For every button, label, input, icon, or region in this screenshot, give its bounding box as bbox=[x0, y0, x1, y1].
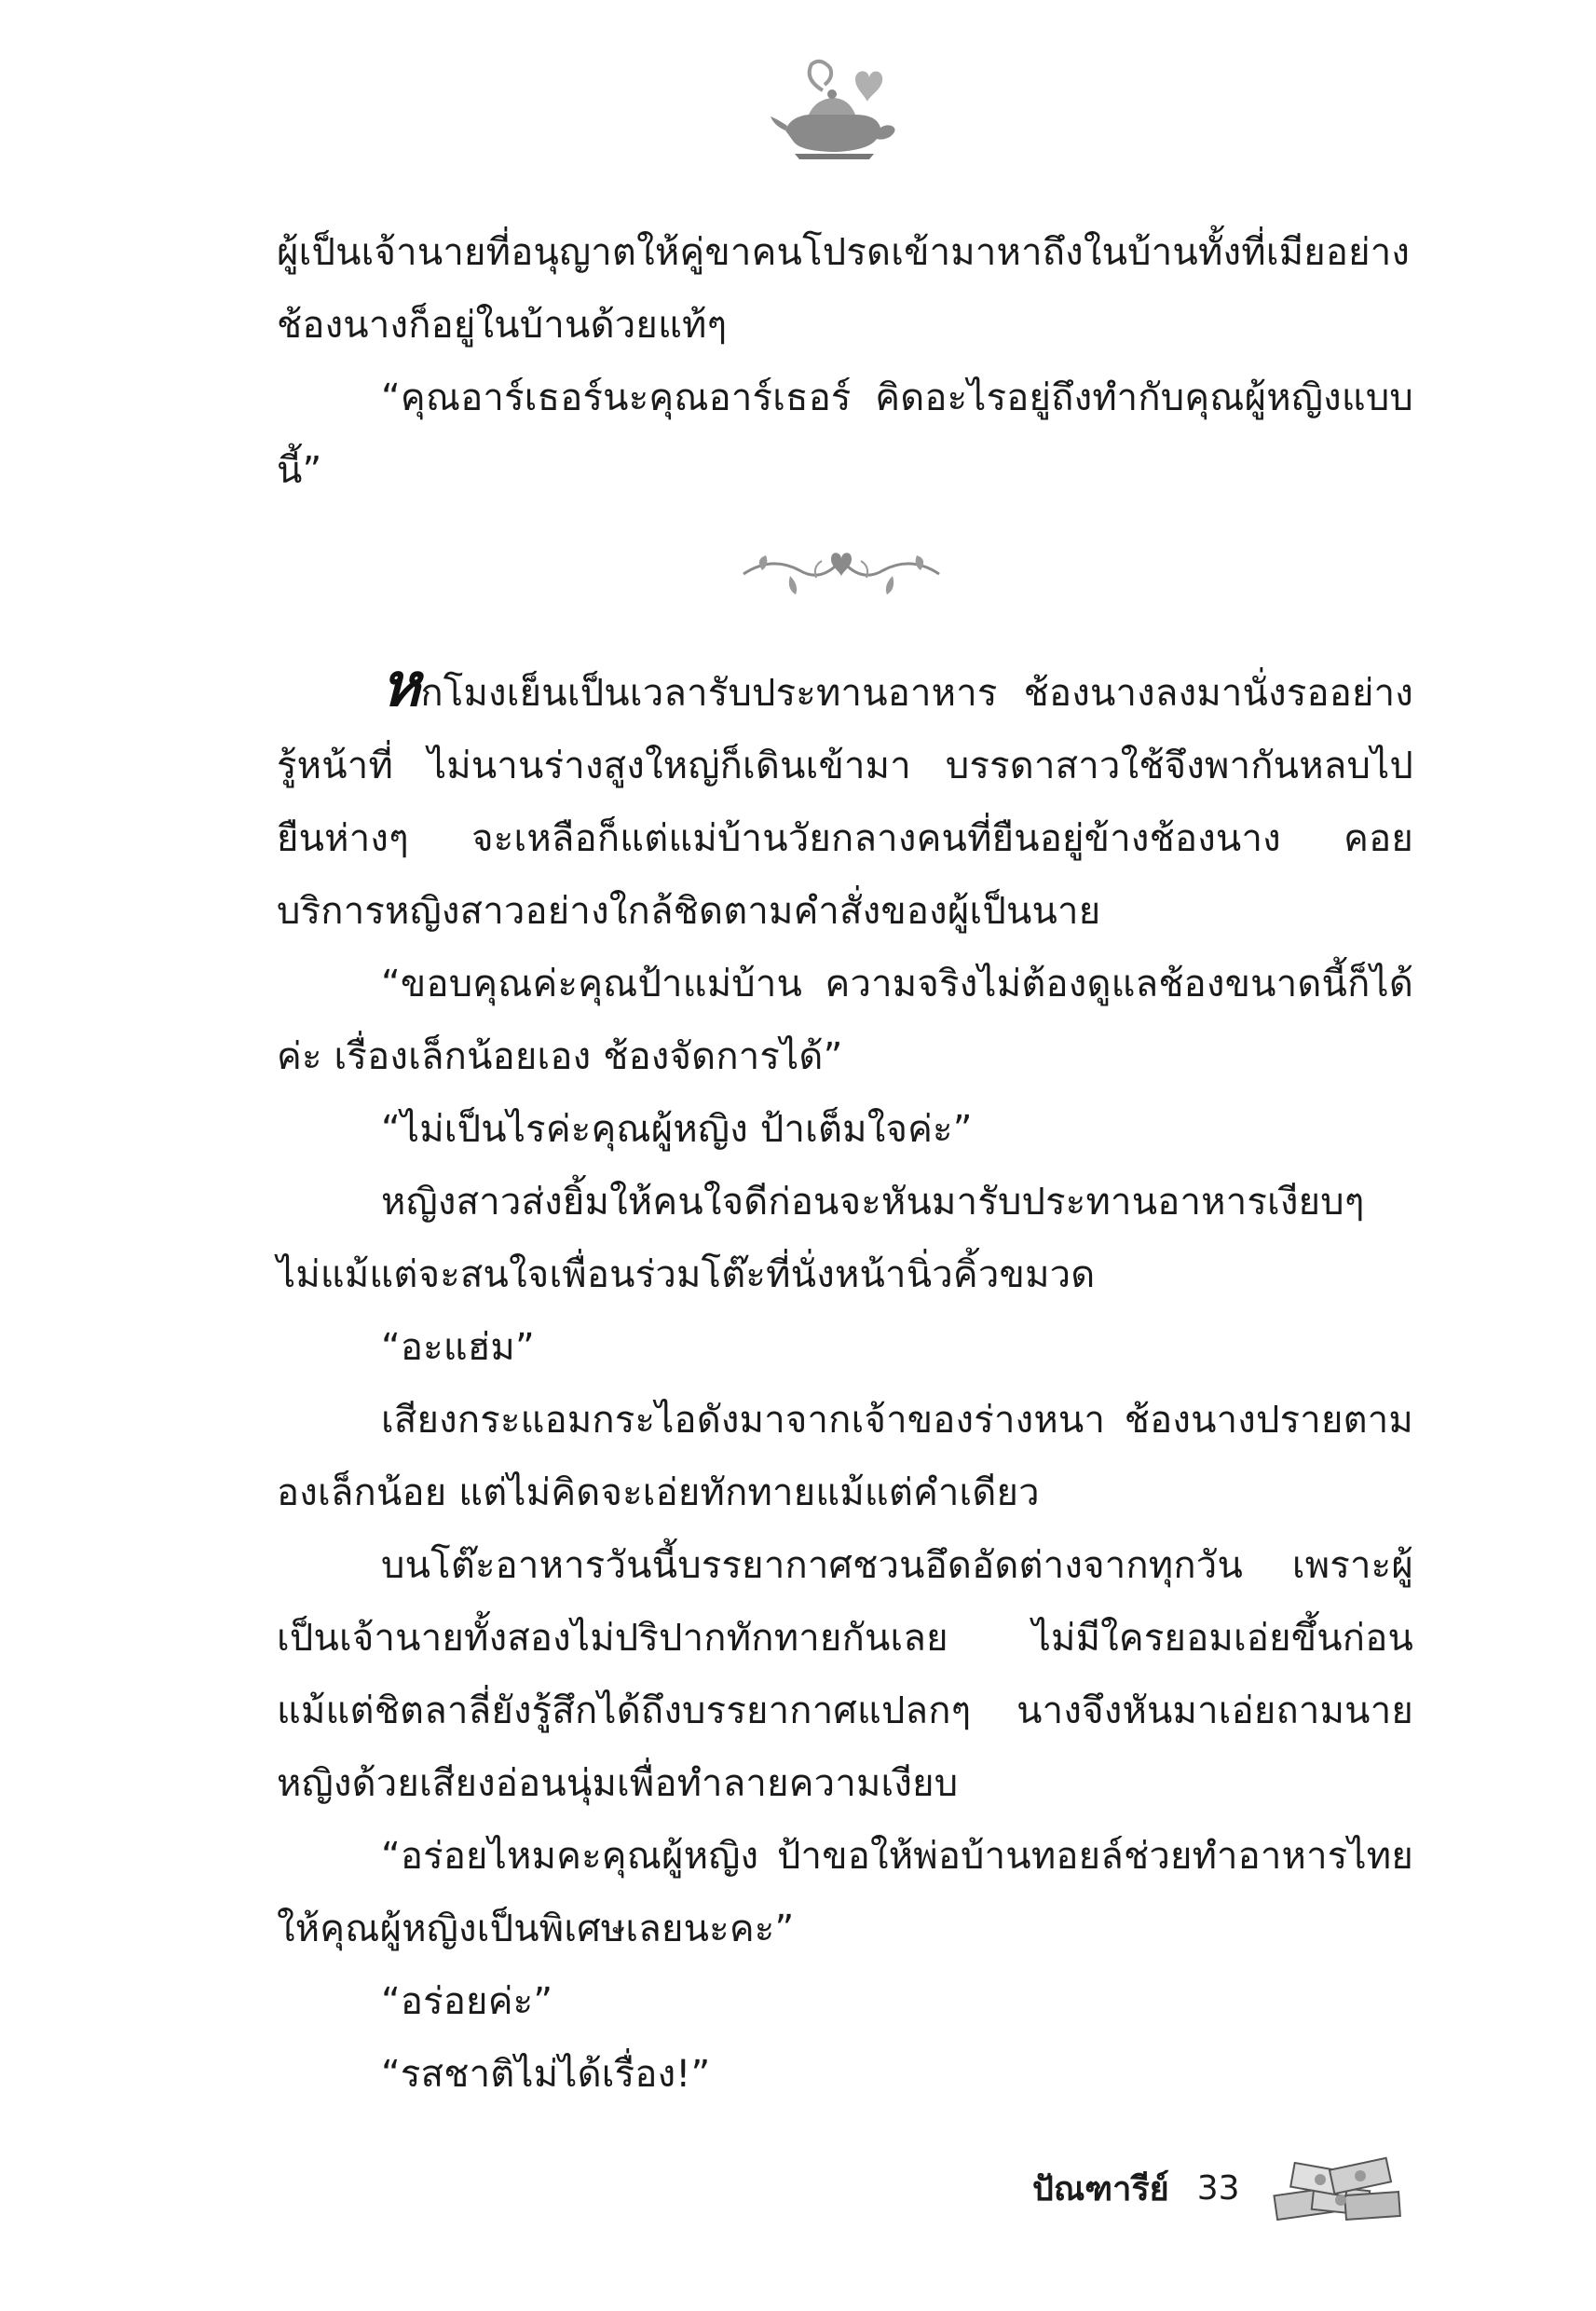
paragraph: “อร่อยไหมคะคุณผู้หญิง ป้าขอให้พ่อบ้านทอยล์ช่วยทำอาหารไทยให้คุณผู้หญิงเป็นพิเศษเลยนะคะ” bbox=[277, 1835, 1413, 1950]
page-footer bbox=[1032, 2151, 1406, 2225]
teapot-ornament-icon bbox=[767, 51, 907, 163]
paragraph: ผู้เป็นเจ้านายที่อนุญาตให้คู่ขาคนโปรดเข้ามาหาถึงในบ้านทั้งที่เมียอย่างช้องนางก็อยู่ในบ้านด้วยแท้ๆ bbox=[277, 231, 1411, 347]
dropcap: ห bbox=[381, 650, 421, 720]
paragraph: “ขอบคุณค่ะคุณป้าแม่บ้าน ความจริงไม่ต้องดูแลช้องขนาดนี้ก็ได้ค่ะ เรื่องเล็กน้อยเอง ช้องจัดการได้” bbox=[277, 963, 1413, 1078]
paragraph: “คุณอาร์เธอร์นะคุณอาร์เธอร์ คิดอะไรอยู่ถึงทำกับคุณผู้หญิงแบบนี้” bbox=[277, 376, 1413, 492]
paragraph-text: กโมงเย็นเป็นเวลารับประทานอาหาร ช้องนางลงมานั่งรออย่างรู้หน้าที่ ไม่นานร่างสูงใหญ่ก็เดินเข้ามา บรรดาสาวใช้จึงพากันหลบไปยืนห่างๆ จะเหลือก็แต่แม่บ้านวัยกลางคนที่ยืนอยู่ข้างช้องนาง คอยบริการหญิงสาวอย่างใกล้ชิดตามคำสั่งของผู้เป็นนาย bbox=[277, 672, 1413, 933]
paragraph: หญิงสาวส่งยิ้มให้คนใจดีก่อนจะหันมารับประทานอาหารเงียบๆ ไม่แม้แต่จะสนใจเพื่อนร่วมโต๊ะที่นั่งหน้านิ่วคิ้วขมวด bbox=[277, 1181, 1365, 1296]
paragraph: “อร่อยค่ะ” bbox=[381, 1980, 553, 2023]
paragraph: “ไม่เป็นไรค่ะคุณผู้หญิง ป้าเต็มใจค่ะ” bbox=[381, 1108, 973, 1151]
top-text-block bbox=[277, 216, 1413, 507]
paragraph: “อะแฮ่ม” bbox=[381, 1326, 535, 1369]
main-text-block bbox=[277, 650, 1413, 2111]
paragraph bbox=[277, 650, 1413, 948]
author-name: ปัณฑารีย์ bbox=[1032, 2169, 1169, 2208]
paragraph: บนโต๊ะอาหารวันนี้บรรยากาศชวนอึดอัดต่างจากทุกวัน เพราะผู้เป็นเจ้านายทั้งสองไม่ปริปากทักทายกันเลย ไม่มีใครยอมเอ่ยขึ้นก่อน แม้แต่ชิตลาลี่ยังรู้สึกได้ถึงบรรยากาศแปลกๆ นางจึงหันมาเอ่ยถามนายหญิงด้วยเสียงอ่อนนุ่มเพื่อทำลายความเงียบ bbox=[277, 1544, 1413, 1805]
money-stack-icon bbox=[1266, 2151, 1406, 2225]
paragraph: “รสชาติไม่ได้เรื่อง!” bbox=[381, 2053, 711, 2096]
page-number: 33 bbox=[1196, 2168, 1240, 2208]
floral-heart-divider-icon bbox=[734, 539, 948, 604]
paragraph: เสียงกระแอมกระไอดังมาจากเจ้าของร่างหนา ช้องนางปรายตามองเล็กน้อย แต่ไม่คิดจะเอ่ยทักทายแม้แต่คำเดียว bbox=[277, 1399, 1413, 1514]
